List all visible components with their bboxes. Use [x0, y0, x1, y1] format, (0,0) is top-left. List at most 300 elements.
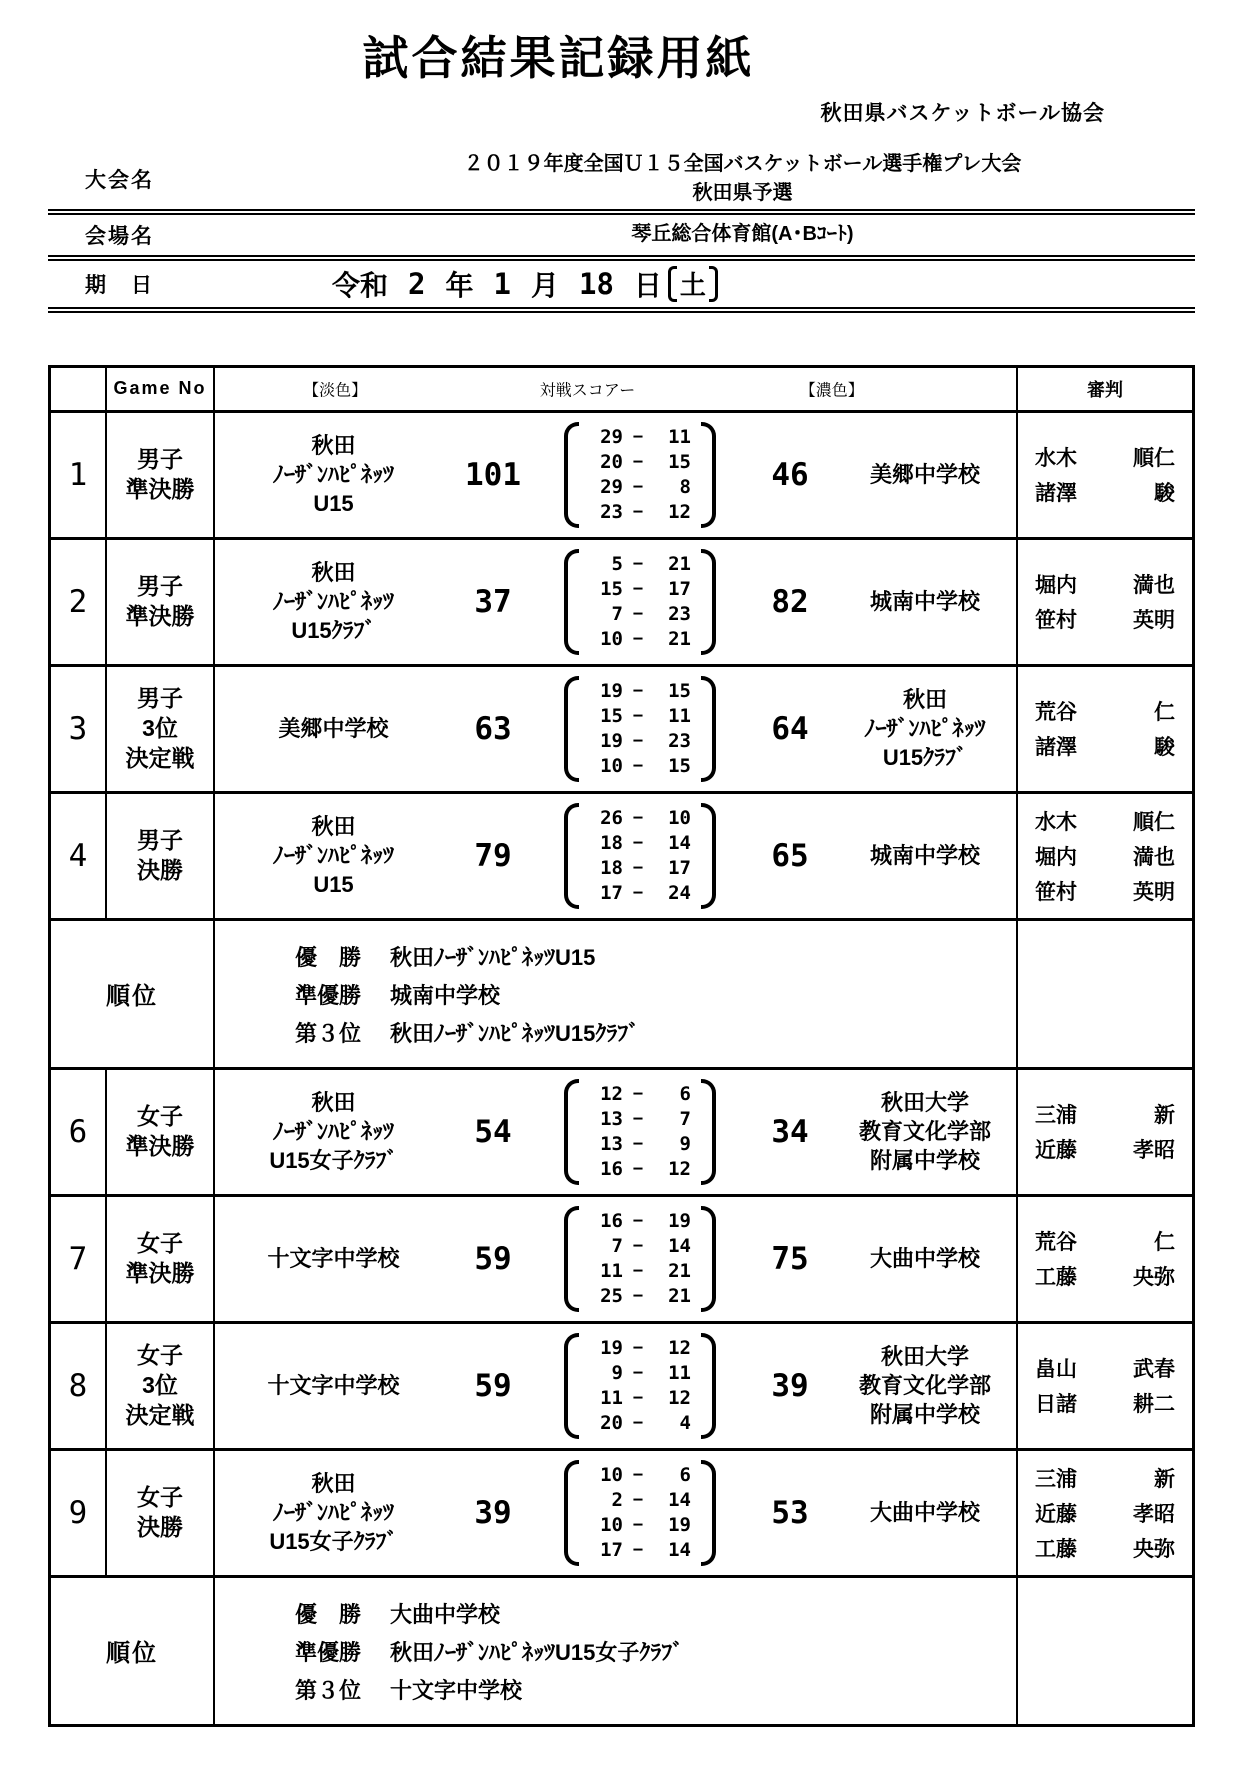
light-team-score: 79	[474, 837, 512, 874]
quarter-dark-score: 10	[668, 807, 691, 830]
quarter-light-score: 15	[600, 705, 623, 728]
ranking-item	[295, 941, 1016, 972]
quarter-score	[589, 857, 691, 879]
ranking-label-cell	[51, 921, 213, 1067]
quarter-dark-score: 11	[668, 426, 691, 449]
referee-given-name: 孝昭	[1133, 1502, 1175, 1526]
quarter-score-list	[589, 807, 691, 904]
quarter-score	[589, 476, 691, 498]
quarter-light-score: 20	[600, 451, 623, 474]
referee-name	[1035, 1463, 1175, 1493]
team-name-line: 秋田大学	[880, 1344, 969, 1370]
game-row	[51, 1448, 1192, 1575]
quarter-score	[589, 807, 691, 829]
referee-given-name: 仁	[1154, 1231, 1175, 1255]
ranking-place: 第３位	[295, 1677, 362, 1703]
light-team-score: 37	[474, 583, 512, 620]
team-name-line: 教育文化学部	[858, 1373, 991, 1399]
light-team-score: 59	[474, 1240, 512, 1277]
game-name-line: 決勝	[137, 1513, 183, 1540]
quarter-score	[589, 603, 691, 625]
quarter-score	[589, 1362, 691, 1384]
referee-cell	[1016, 1070, 1192, 1194]
team-name-line: 城南中学校	[869, 843, 980, 869]
team-name-line: 秋田	[311, 814, 356, 840]
score-dash: −	[632, 808, 644, 829]
quarter-scores	[534, 803, 746, 909]
score-dash: −	[632, 1465, 644, 1486]
ranking-team: 十文字中学校	[390, 1677, 523, 1703]
referee-family-name: 笹村	[1035, 609, 1077, 633]
ranking-list	[213, 921, 1016, 1067]
referee-given-name: 順仁	[1133, 810, 1175, 834]
quarter-dark-score: 11	[668, 705, 691, 728]
referee-name	[1035, 604, 1175, 634]
team-name-line: ﾉｰｻﾞﾝﾊﾋﾟﾈｯﾂ	[272, 589, 394, 615]
referee-family-name: 工藤	[1035, 1266, 1077, 1290]
light-team-name	[215, 431, 452, 518]
score-dash: −	[632, 706, 644, 727]
quarter-score	[589, 1285, 691, 1307]
weekday-bracket-right-icon	[709, 266, 718, 302]
team-name-line: 大曲中学校	[869, 1500, 980, 1526]
header-game-no-label: Game No	[113, 378, 207, 399]
quarter-scores	[534, 1206, 746, 1312]
score-dash: −	[632, 1363, 644, 1384]
game-name-line: 準決勝	[125, 475, 195, 502]
referee-given-name: 英明	[1133, 609, 1175, 633]
quarter-score	[589, 882, 691, 904]
referee-given-name: 満也	[1133, 845, 1175, 869]
referee-name	[1035, 1353, 1175, 1383]
score-bracket-left-icon	[564, 549, 579, 655]
score-dash: −	[632, 681, 644, 702]
game-number: 1	[68, 456, 88, 493]
date-era: 令和	[332, 269, 389, 301]
quarter-score	[589, 1260, 691, 1282]
quarter-light-score: 10	[600, 628, 623, 651]
referee-name	[1035, 1099, 1175, 1129]
ranking-row	[51, 1575, 1192, 1724]
table-header-row	[51, 368, 1192, 410]
quarter-dark-score: 11	[668, 1362, 691, 1385]
quarter-light-score: 11	[600, 1387, 623, 1410]
game-row	[51, 1067, 1192, 1194]
referee-given-name: 英明	[1133, 880, 1175, 904]
quarter-score	[589, 1539, 691, 1561]
score-dash: −	[632, 1515, 644, 1536]
team-name-line: 美郷中学校	[869, 462, 980, 488]
game-name-line: 男子	[137, 446, 183, 472]
quarter-light-score: 15	[600, 578, 623, 601]
light-team-score: 39	[474, 1494, 512, 1531]
dark-team-score: 64	[771, 710, 809, 747]
quarter-light-score: 17	[600, 882, 623, 905]
dark-team-name	[834, 685, 1016, 772]
score-bracket-right-icon	[701, 803, 716, 909]
referee-name	[1035, 569, 1175, 599]
score-dash: −	[632, 1134, 644, 1155]
team-name-line: U15女子ｸﾗﾌﾞ	[269, 1148, 398, 1174]
venue-name: 琴丘総合体育館(A･Bｺｰﾄ)	[631, 223, 854, 246]
quarter-score	[589, 680, 691, 702]
quarter-scores	[534, 1079, 746, 1185]
venue-label: 会場名	[85, 224, 154, 248]
quarter-score	[589, 628, 691, 650]
referee-cell	[1016, 413, 1192, 537]
dark-team-score: 53	[771, 1494, 809, 1531]
referee-given-name: 央弥	[1133, 1266, 1175, 1290]
referee-cell	[1016, 667, 1192, 791]
quarter-score	[589, 451, 691, 473]
quarter-score	[589, 1489, 691, 1511]
date-row	[48, 261, 1195, 307]
score-bracket-right-icon	[701, 676, 716, 782]
score-bracket-left-icon	[564, 803, 579, 909]
game-row	[51, 1194, 1192, 1321]
quarter-dark-score: 23	[668, 603, 691, 626]
game-row	[51, 664, 1192, 791]
date-day-unit: 日	[633, 269, 662, 301]
ranking-label: 順位	[106, 1640, 158, 1668]
quarter-dark-score: 6	[679, 1083, 691, 1106]
quarter-score	[589, 1235, 691, 1257]
association-name: 秋田県バスケットボール協会	[820, 101, 1105, 125]
referee-cell	[1016, 1197, 1192, 1321]
light-team-name	[215, 812, 452, 899]
quarter-light-score: 13	[600, 1108, 623, 1131]
referee-given-name: 新	[1154, 1104, 1175, 1128]
ranking-place: 準優勝	[295, 1639, 362, 1665]
team-name-line: 十文字中学校	[267, 1373, 400, 1399]
quarter-score	[589, 426, 691, 448]
match-record-sheet	[0, 32, 1241, 1787]
quarter-dark-score: 14	[668, 1235, 691, 1258]
dark-team-name	[834, 1498, 1016, 1527]
quarter-dark-score: 21	[668, 553, 691, 576]
quarter-dark-score: 15	[668, 680, 691, 703]
dark-team-score: 65	[771, 837, 809, 874]
light-team-name	[215, 1244, 452, 1273]
ranking-place: 優 勝	[295, 944, 362, 970]
game-name	[105, 1197, 213, 1321]
quarter-score	[589, 501, 691, 523]
team-name-line: U15ｸﾗﾌﾞ	[291, 618, 376, 644]
quarter-light-score: 10	[600, 755, 623, 778]
score-dash: −	[632, 833, 644, 854]
referee-family-name: 堀内	[1035, 574, 1077, 598]
match-cell	[213, 1451, 1016, 1575]
team-name-line: 附属中学校	[869, 1148, 980, 1174]
quarter-score-list	[589, 426, 691, 523]
referee-family-name: 諸澤	[1035, 736, 1077, 760]
light-team-name	[215, 1371, 452, 1400]
game-name	[105, 667, 213, 791]
game-name	[105, 1324, 213, 1448]
team-name-line: ﾉｰｻﾞﾝﾊﾋﾟﾈｯﾂ	[272, 462, 394, 488]
team-name-line: 教育文化学部	[858, 1119, 991, 1145]
date-day: 18	[578, 266, 614, 301]
quarter-dark-score: 6	[679, 1464, 691, 1487]
ranking-row	[51, 918, 1192, 1067]
score-dash: −	[632, 604, 644, 625]
team-name-line: 秋田	[902, 687, 947, 713]
referee-cell-empty	[1016, 1578, 1192, 1724]
game-name	[105, 1451, 213, 1575]
score-dash: −	[632, 629, 644, 650]
dark-team-name	[834, 1244, 1016, 1273]
quarter-light-score: 18	[600, 832, 623, 855]
quarter-score	[589, 578, 691, 600]
game-name-line: 男子	[137, 573, 183, 599]
light-team-score: 63	[474, 710, 512, 747]
quarter-light-score: 2	[611, 1489, 623, 1512]
quarter-score	[589, 755, 691, 777]
light-team-name	[215, 1469, 452, 1556]
score-dash: −	[632, 1109, 644, 1130]
game-row	[51, 410, 1192, 537]
quarter-light-score: 5	[611, 553, 623, 576]
weekday-bracket-left-icon	[668, 266, 677, 302]
quarter-light-score: 18	[600, 857, 623, 880]
quarter-dark-score: 14	[668, 1539, 691, 1562]
quarter-light-score: 12	[600, 1083, 623, 1106]
team-name-line: 秋田	[311, 1090, 356, 1116]
score-dash: −	[632, 756, 644, 777]
score-dash: −	[632, 1236, 644, 1257]
score-dash: −	[632, 1490, 644, 1511]
light-team-name	[215, 558, 452, 645]
referee-name	[1035, 731, 1175, 761]
quarter-score	[589, 1387, 691, 1409]
game-name-line: 女子	[137, 1103, 183, 1129]
date-weekday: 土	[679, 270, 706, 301]
match-cell	[213, 413, 1016, 537]
referee-family-name: 水木	[1035, 810, 1077, 834]
referee-cell-empty	[1016, 921, 1192, 1067]
team-name-line: 大曲中学校	[869, 1246, 980, 1272]
referee-cell	[1016, 1324, 1192, 1448]
referee-family-name: 三浦	[1035, 1104, 1077, 1128]
date-year-unit: 年	[445, 269, 474, 301]
team-name-line: ﾉｰｻﾞﾝﾊﾋﾟﾈｯﾂ	[272, 1500, 394, 1526]
header-dark-team: 【濃色】	[799, 382, 864, 400]
referee-name	[1035, 1261, 1175, 1291]
score-dash: −	[632, 452, 644, 473]
light-team-score: 101	[465, 456, 521, 493]
quarter-scores	[534, 549, 746, 655]
quarter-score-list	[589, 553, 691, 650]
match-cell	[213, 1070, 1016, 1194]
quarter-dark-score: 21	[668, 1260, 691, 1283]
quarter-score	[589, 1464, 691, 1486]
score-bracket-right-icon	[701, 1079, 716, 1185]
date-value	[290, 264, 1195, 304]
score-bracket-left-icon	[564, 1333, 579, 1439]
quarter-light-score: 11	[600, 1260, 623, 1283]
dark-team-score: 46	[771, 456, 809, 493]
light-team-score: 54	[474, 1113, 512, 1150]
dark-team-name	[834, 1088, 1016, 1175]
game-name-line: 準決勝	[125, 602, 195, 629]
quarter-score	[589, 1337, 691, 1359]
score-dash: −	[632, 1159, 644, 1180]
quarter-dark-score: 7	[679, 1108, 691, 1131]
quarter-light-score: 10	[600, 1514, 623, 1537]
team-name-line: 秋田	[311, 1471, 356, 1497]
quarter-dark-score: 15	[668, 451, 691, 474]
game-name-line: 女子	[137, 1484, 183, 1510]
team-name-line: U15	[313, 872, 354, 898]
tournament-label: 大会名	[85, 168, 154, 192]
ranking-item	[295, 1017, 1016, 1048]
quarter-dark-score: 24	[668, 882, 691, 905]
quarter-light-score: 10	[600, 1464, 623, 1487]
score-bracket-left-icon	[564, 676, 579, 782]
team-name-line: U15女子ｸﾗﾌﾞ	[269, 1529, 398, 1555]
divider-rule	[48, 307, 1195, 313]
game-row	[51, 1321, 1192, 1448]
score-dash: −	[632, 883, 644, 904]
quarter-light-score: 29	[600, 476, 623, 499]
quarter-dark-score: 14	[668, 832, 691, 855]
ranking-place: 優 勝	[295, 1601, 362, 1627]
score-dash: −	[632, 427, 644, 448]
game-name-line: 決定戦	[125, 1401, 195, 1428]
quarter-score	[589, 730, 691, 752]
quarter-light-score: 29	[600, 426, 623, 449]
match-cell	[213, 667, 1016, 791]
referee-name	[1035, 1134, 1175, 1164]
referee-family-name: 三浦	[1035, 1467, 1077, 1491]
game-row	[51, 537, 1192, 664]
referee-name	[1035, 1533, 1175, 1563]
match-cell	[213, 540, 1016, 664]
tournament-name	[290, 150, 1195, 208]
score-bracket-right-icon	[701, 1333, 716, 1439]
game-number: 7	[68, 1240, 88, 1277]
results-table	[48, 365, 1195, 1727]
quarter-dark-score: 12	[668, 1387, 691, 1410]
quarter-light-score: 26	[600, 807, 623, 830]
game-name-line: 男子	[137, 827, 183, 853]
quarter-light-score: 19	[600, 680, 623, 703]
quarter-score	[589, 1108, 691, 1130]
ranking-label: 順位	[106, 983, 158, 1011]
team-name-line: 十文字中学校	[267, 1246, 400, 1272]
referee-given-name: 孝昭	[1133, 1139, 1175, 1163]
score-bracket-right-icon	[701, 549, 716, 655]
quarter-light-score: 7	[611, 603, 623, 626]
quarter-light-score: 16	[600, 1210, 623, 1233]
referee-given-name: 駿	[1154, 482, 1175, 506]
quarter-light-score: 13	[600, 1133, 623, 1156]
quarter-dark-score: 17	[668, 857, 691, 880]
quarter-dark-score: 19	[668, 1514, 691, 1537]
info-section	[48, 149, 1195, 313]
quarter-dark-score: 12	[668, 1158, 691, 1181]
game-name	[105, 1070, 213, 1194]
quarter-dark-score: 4	[679, 1412, 691, 1435]
game-number: 3	[68, 710, 88, 747]
referee-cell	[1016, 540, 1192, 664]
tournament-name-line1: ２０１９年度全国Ｕ１５全国バスケットボール選手権プレ大会	[463, 152, 1022, 175]
referee-family-name: 荒谷	[1035, 701, 1077, 725]
quarter-light-score: 16	[600, 1158, 623, 1181]
game-number: 6	[68, 1113, 88, 1150]
quarter-scores	[534, 676, 746, 782]
ranking-item	[295, 979, 1016, 1010]
score-bracket-left-icon	[564, 1079, 579, 1185]
referee-given-name: 満也	[1133, 574, 1175, 598]
quarter-light-score: 9	[611, 1362, 623, 1385]
score-bracket-right-icon	[701, 1206, 716, 1312]
header-score: 対戦スコアー	[539, 382, 636, 400]
quarter-dark-score: 12	[668, 501, 691, 524]
team-name-line: 秋田大学	[880, 1090, 969, 1116]
quarter-score-list	[589, 1337, 691, 1434]
score-dash: −	[632, 554, 644, 575]
quarter-score	[589, 1412, 691, 1434]
ranking-team: 秋田ﾉｰｻﾞﾝﾊﾋﾟﾈｯﾂU15	[390, 944, 596, 970]
referee-given-name: 新	[1154, 1467, 1175, 1491]
quarter-dark-score: 9	[679, 1133, 691, 1156]
game-name-line: 女子	[137, 1230, 183, 1256]
quarter-light-score: 17	[600, 1539, 623, 1562]
dark-team-score: 82	[771, 583, 809, 620]
quarter-dark-score: 17	[668, 578, 691, 601]
header-light-team: 【淡色】	[303, 382, 368, 400]
quarter-light-score: 23	[600, 501, 623, 524]
quarter-light-score: 25	[600, 1285, 623, 1308]
ranking-place: 第３位	[295, 1020, 362, 1046]
game-name-line: 準決勝	[125, 1132, 195, 1159]
referee-name	[1035, 696, 1175, 726]
quarter-score	[589, 1083, 691, 1105]
header-blank-cell	[51, 368, 105, 410]
quarter-score	[589, 1158, 691, 1180]
ranking-list	[213, 1578, 1016, 1724]
quarter-score	[589, 553, 691, 575]
game-number: 9	[68, 1494, 88, 1531]
tournament-name-line2: 秋田県予選	[692, 181, 793, 204]
date-year: 2	[408, 266, 426, 301]
game-row	[51, 791, 1192, 918]
dark-team-name	[834, 841, 1016, 870]
referee-cell	[1016, 794, 1192, 918]
quarter-dark-score: 12	[668, 1337, 691, 1360]
team-name-line: ﾉｰｻﾞﾝﾊﾋﾟﾈｯﾂ	[864, 716, 986, 742]
dark-team-name	[834, 587, 1016, 616]
ranking-place: 準優勝	[295, 982, 362, 1008]
ranking-item	[295, 1598, 1016, 1629]
game-name-line: 女子	[137, 1342, 183, 1369]
referee-family-name: 日諸	[1035, 1393, 1077, 1417]
quarter-dark-score: 21	[668, 628, 691, 651]
score-dash: −	[632, 579, 644, 600]
referee-given-name: 駿	[1154, 736, 1175, 760]
quarter-light-score: 19	[600, 1337, 623, 1360]
quarter-scores	[534, 422, 746, 528]
team-name-line: 美郷中学校	[278, 716, 389, 742]
score-dash: −	[632, 1338, 644, 1359]
game-name-line: 決定戦	[125, 744, 195, 771]
team-name-line: U15	[313, 491, 354, 517]
date-label: 期 日	[85, 273, 154, 297]
quarter-score-list	[589, 680, 691, 777]
referee-family-name: 近藤	[1035, 1139, 1077, 1163]
quarter-dark-score: 8	[679, 476, 691, 499]
